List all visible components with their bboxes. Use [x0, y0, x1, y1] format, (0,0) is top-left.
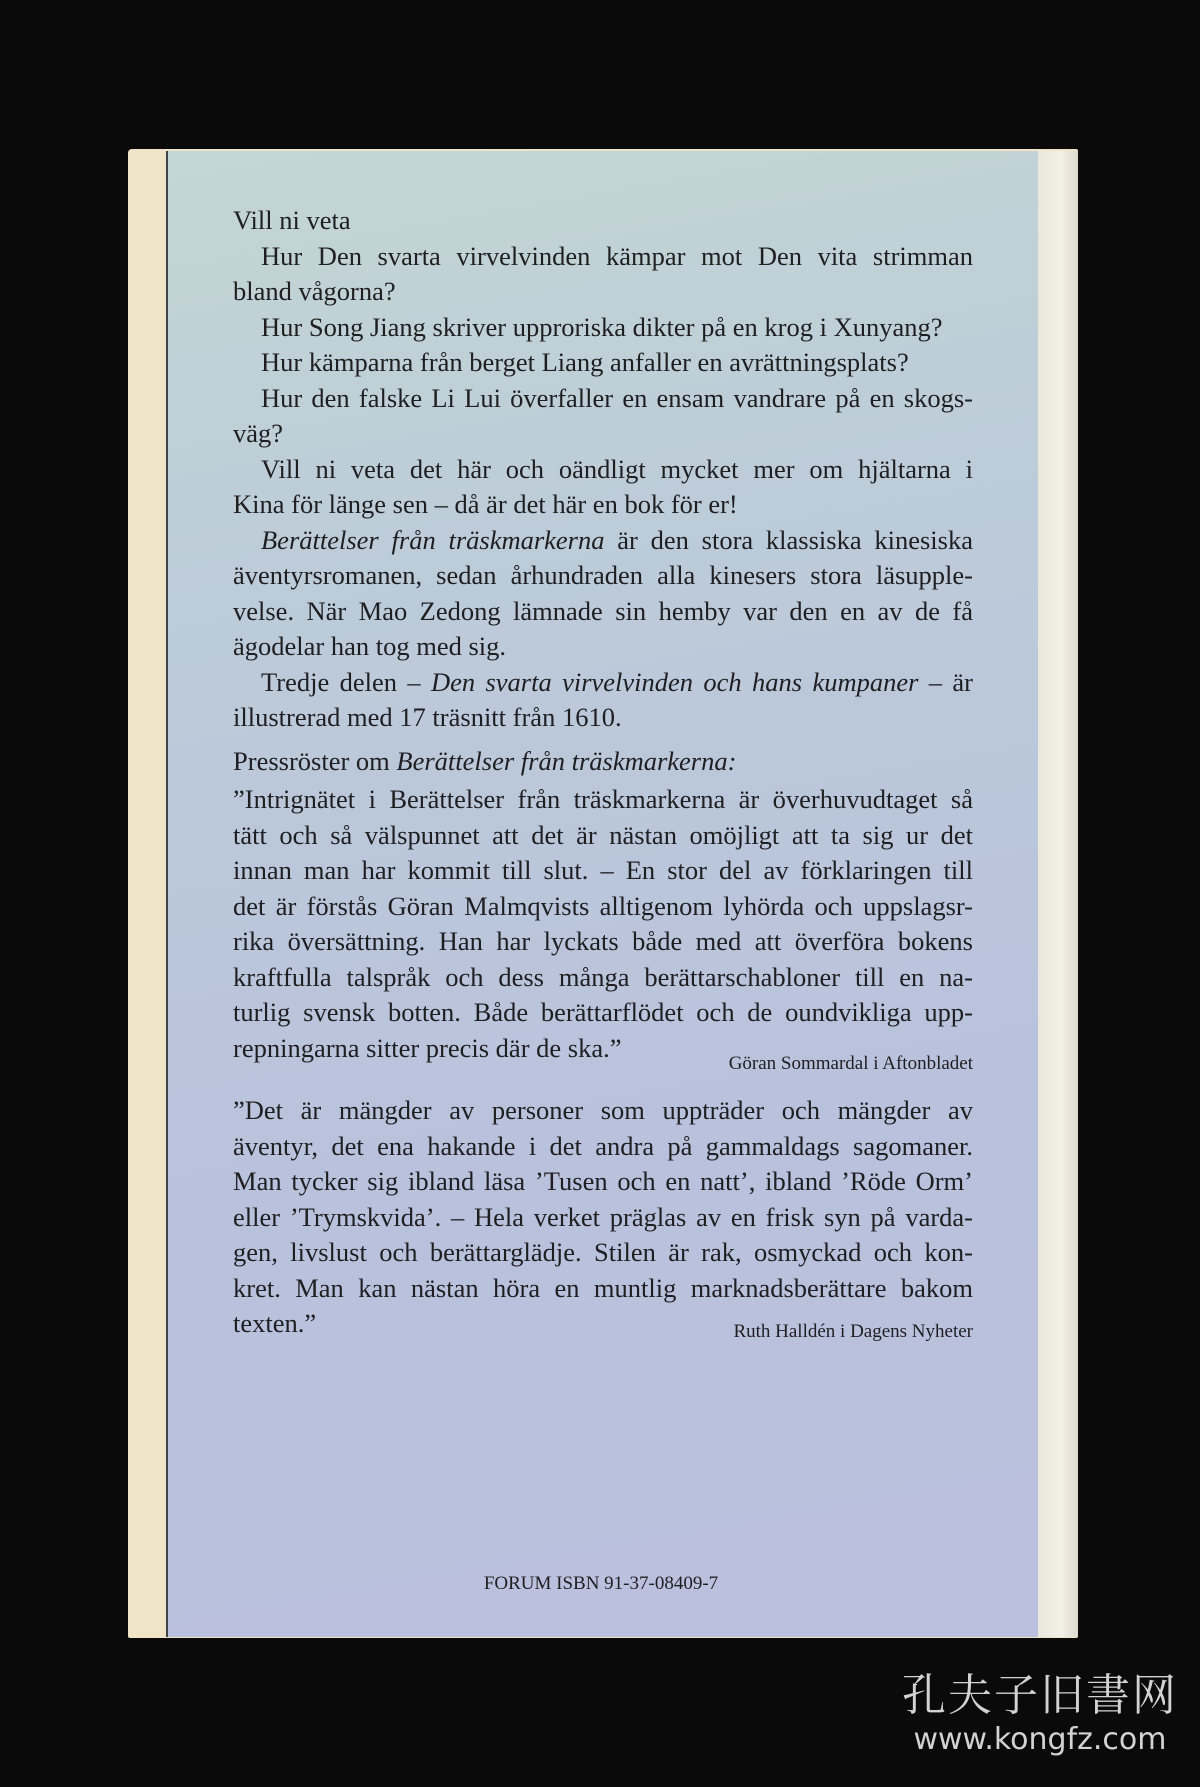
- text-line: [233, 558, 973, 594]
- blurb-intro: [233, 203, 973, 736]
- line-text: ägodelar han tog med sig.: [233, 631, 507, 661]
- text-line: [233, 594, 973, 630]
- quote-line: eller ’Trymskvida’. – Hela verket präglas av en frisk syn på varda-: [233, 1201, 973, 1232]
- line-text: Tredje delen –: [261, 666, 431, 697]
- watermark-chinese: 孔夫子旧書网: [902, 1670, 1178, 1721]
- cover-edge-right: [1036, 151, 1078, 1637]
- quote-line: rika översättning. Han har lyckats både med att överföra bokens: [233, 926, 973, 956]
- text-line: [233, 310, 973, 346]
- quote-line: tätt och så välspunnet att det är nästan omöjligt att ta sig ur det: [233, 819, 973, 850]
- line-text: väg?: [233, 418, 284, 448]
- review-quote-1: [233, 782, 973, 1076]
- line-text: Hur Den svarta virvelvinden kämpar mot Den vita strimman: [261, 240, 973, 271]
- line-text: Kina för länge sen – då är det här en bok för er!: [233, 489, 738, 519]
- quote-line: ”Intrignätet i Berättelser från träskmarkerna är överhuvudtaget så: [233, 784, 973, 814]
- review-attribution-1: Göran Sommardal i Aftonbladet: [728, 1053, 973, 1074]
- watermark-url: www.kongfz.com: [913, 1722, 1167, 1757]
- quote-line: turlig svensk botten. Både berättarflödet och de oundvikliga upp-: [233, 997, 973, 1027]
- line-italic-title: Berättelser från träskmarkerna: [261, 524, 605, 555]
- text-line: [233, 665, 973, 701]
- isbn-line: FORUM ISBN 91-37-08409-7: [483, 1573, 719, 1594]
- line-text: Hur Song Jiang skriver upproriska dikter på en krog i Xunyang?: [261, 311, 943, 342]
- text-line: [233, 274, 973, 310]
- line-text: äventyrsromanen, sedan århundraden alla kinesers stora läsupple-: [233, 560, 973, 590]
- line-text: illustrerad med 17 träsnitt från 1610.: [233, 702, 622, 732]
- quote-line: gen, livslust och berättarglädje. Stilen är rak, osmyckad och kon-: [233, 1237, 973, 1267]
- line-text: velse. När Mao Zedong lämnade sin hemby var den en av de få: [233, 595, 973, 626]
- press-heading-title: Berättelser från träskmarkerna:: [396, 746, 737, 776]
- review-attribution-2: Ruth Halldén i Dagens Nyheter: [733, 1320, 973, 1342]
- quote-line: Man tycker sig ibland läsa ’Tusen och en natt’, ibland ’Röde Orm’: [233, 1166, 973, 1196]
- text-line: [233, 487, 973, 523]
- text-line: [233, 523, 973, 559]
- text-line: [233, 416, 973, 452]
- line-text: Vill ni veta: [233, 205, 351, 235]
- quote-line: kret. Man kan nästan höra en muntlig marknadsberättare bakom: [233, 1272, 973, 1303]
- quote-line: texten.”: [233, 1308, 317, 1338]
- text-line: [233, 203, 973, 239]
- text-line: [233, 345, 973, 381]
- text-line: [233, 700, 973, 736]
- line-text: är den stora klassiska kinesiska: [604, 524, 973, 555]
- watermark: [900, 1670, 1180, 1758]
- quote-line: ”Det är mängder av personer som uppträder och mängder av: [233, 1095, 973, 1125]
- text-line: [233, 629, 973, 665]
- press-heading-text: Pressröster om: [233, 746, 397, 776]
- quote-line: kraftfulla talspråk och dess många berättarschabloner till en na-: [233, 961, 973, 992]
- quote-line: det är förstås Göran Malmqvists alltigenom lyhörda och uppslagsr-: [233, 890, 973, 921]
- text-line: [233, 239, 973, 275]
- line-text: bland vågorna?: [233, 276, 396, 306]
- line-text: Vill ni veta det här och oändligt mycket mer om hjältarna i: [261, 453, 973, 484]
- text-line: [233, 452, 973, 488]
- press-heading: [233, 744, 973, 780]
- line-text: Hur kämparna från berget Liang anfaller en avrättningsplats?: [261, 347, 909, 377]
- quote-line: repningarna sitter precis där de ska.”: [233, 1032, 622, 1063]
- quote-line: innan man har kommit till slut. – En stor del av förklaringen till: [233, 855, 973, 885]
- quote-line: äventyr, det ena hakande i det andra på gammaldags sagomaner.: [233, 1130, 973, 1161]
- line-text: Hur den falske Li Lui överfaller en ensam vandrare på en skogs-: [261, 382, 973, 413]
- text-line: [233, 381, 973, 417]
- line-text: – är: [918, 666, 973, 697]
- review-quote-2: [233, 1093, 973, 1344]
- line-italic-title: Den svarta virvelvinden och hans kumpaner: [430, 666, 919, 697]
